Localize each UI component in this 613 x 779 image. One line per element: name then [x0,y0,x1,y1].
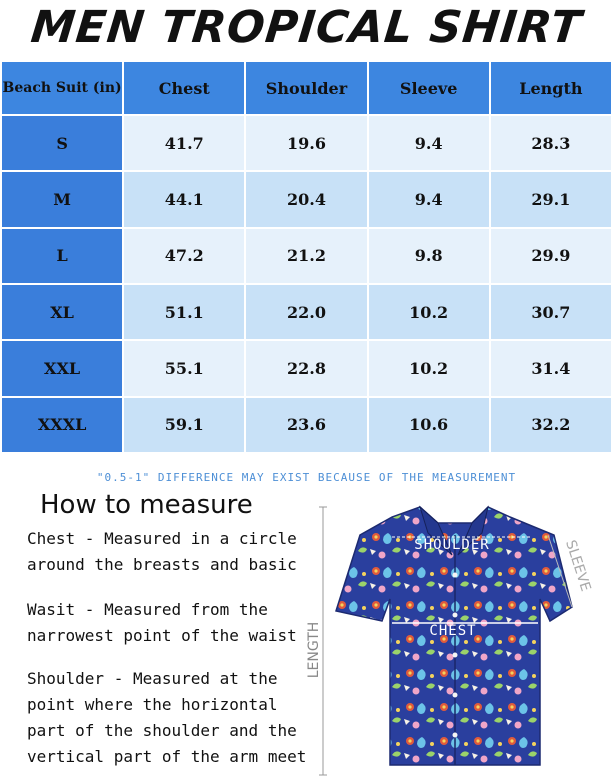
shoulder-cell: 22.0 [245,284,367,340]
size-cell: XL [1,284,123,340]
size-cell: M [1,171,123,227]
length-cell: 28.3 [490,115,612,171]
chest-cell: 51.1 [123,284,245,340]
table-row [1,115,612,171]
header-shoulder: Shoulder [245,61,367,115]
size-cell: XXL [1,340,123,396]
header-chest: Chest [123,61,245,115]
size-cell: XXXL [1,397,123,453]
shoulder-cell: 22.8 [245,340,367,396]
length-cell: 29.9 [490,228,612,284]
header-length: Length [490,61,612,115]
length-label: LENGTH [306,621,322,679]
sleeve-cell: 10.2 [368,284,490,340]
chest-cell: 44.1 [123,171,245,227]
chest-description: Chest - Measured in a circle around the breasts and basic [27,529,297,574]
length-cell: 30.7 [490,284,612,340]
shoulder-description: Shoulder - Measured at the point where the horizontal part of the shoulder and the vertical part of the arm meet [27,669,307,766]
table-row [1,171,612,227]
length-cell: 32.2 [490,397,612,453]
header-size: Beach Suit (in) [1,61,123,115]
shoulder-cell: 21.2 [245,228,367,284]
size-cell: S [1,115,123,171]
chest-cell: 55.1 [123,340,245,396]
sleeve-cell: 10.2 [368,340,490,396]
chest-label: CHEST [429,623,477,639]
sleeve-cell: 10.6 [368,397,490,453]
sleeve-cell: 9.4 [368,115,490,171]
shirt-diagram [300,495,613,779]
chest-cell: 47.2 [123,228,245,284]
sleeve-cell: 9.8 [368,228,490,284]
sleeve-cell: 9.4 [368,171,490,227]
chest-cell: 59.1 [123,397,245,453]
size-chart-table [0,60,613,454]
table-row [1,284,612,340]
size-cell: L [1,228,123,284]
table-header-row [1,61,612,115]
waist-description: Wasit - Measured from the narrowest point of the waist [27,600,297,645]
page-title: MEN TROPICAL SHIRT [28,2,585,53]
shoulder-cell: 19.6 [245,115,367,171]
header-sleeve: Sleeve [368,61,490,115]
how-to-heading: How to measure [40,490,253,520]
chest-cell: 41.7 [123,115,245,171]
length-cell: 29.1 [490,171,612,227]
shoulder-cell: 20.4 [245,171,367,227]
shoulder-cell: 23.6 [245,397,367,453]
sleeve-label: SLEEVE [562,538,594,594]
table-row [1,228,612,284]
table-row [1,397,612,453]
shoulder-label: SHOULDER [414,537,490,553]
table-row [1,340,612,396]
measurement-note: "0.5-1" DIFFERENCE MAY EXIST BECAUSE OF THE MEASUREMENT [96,471,517,484]
length-cell: 31.4 [490,340,612,396]
